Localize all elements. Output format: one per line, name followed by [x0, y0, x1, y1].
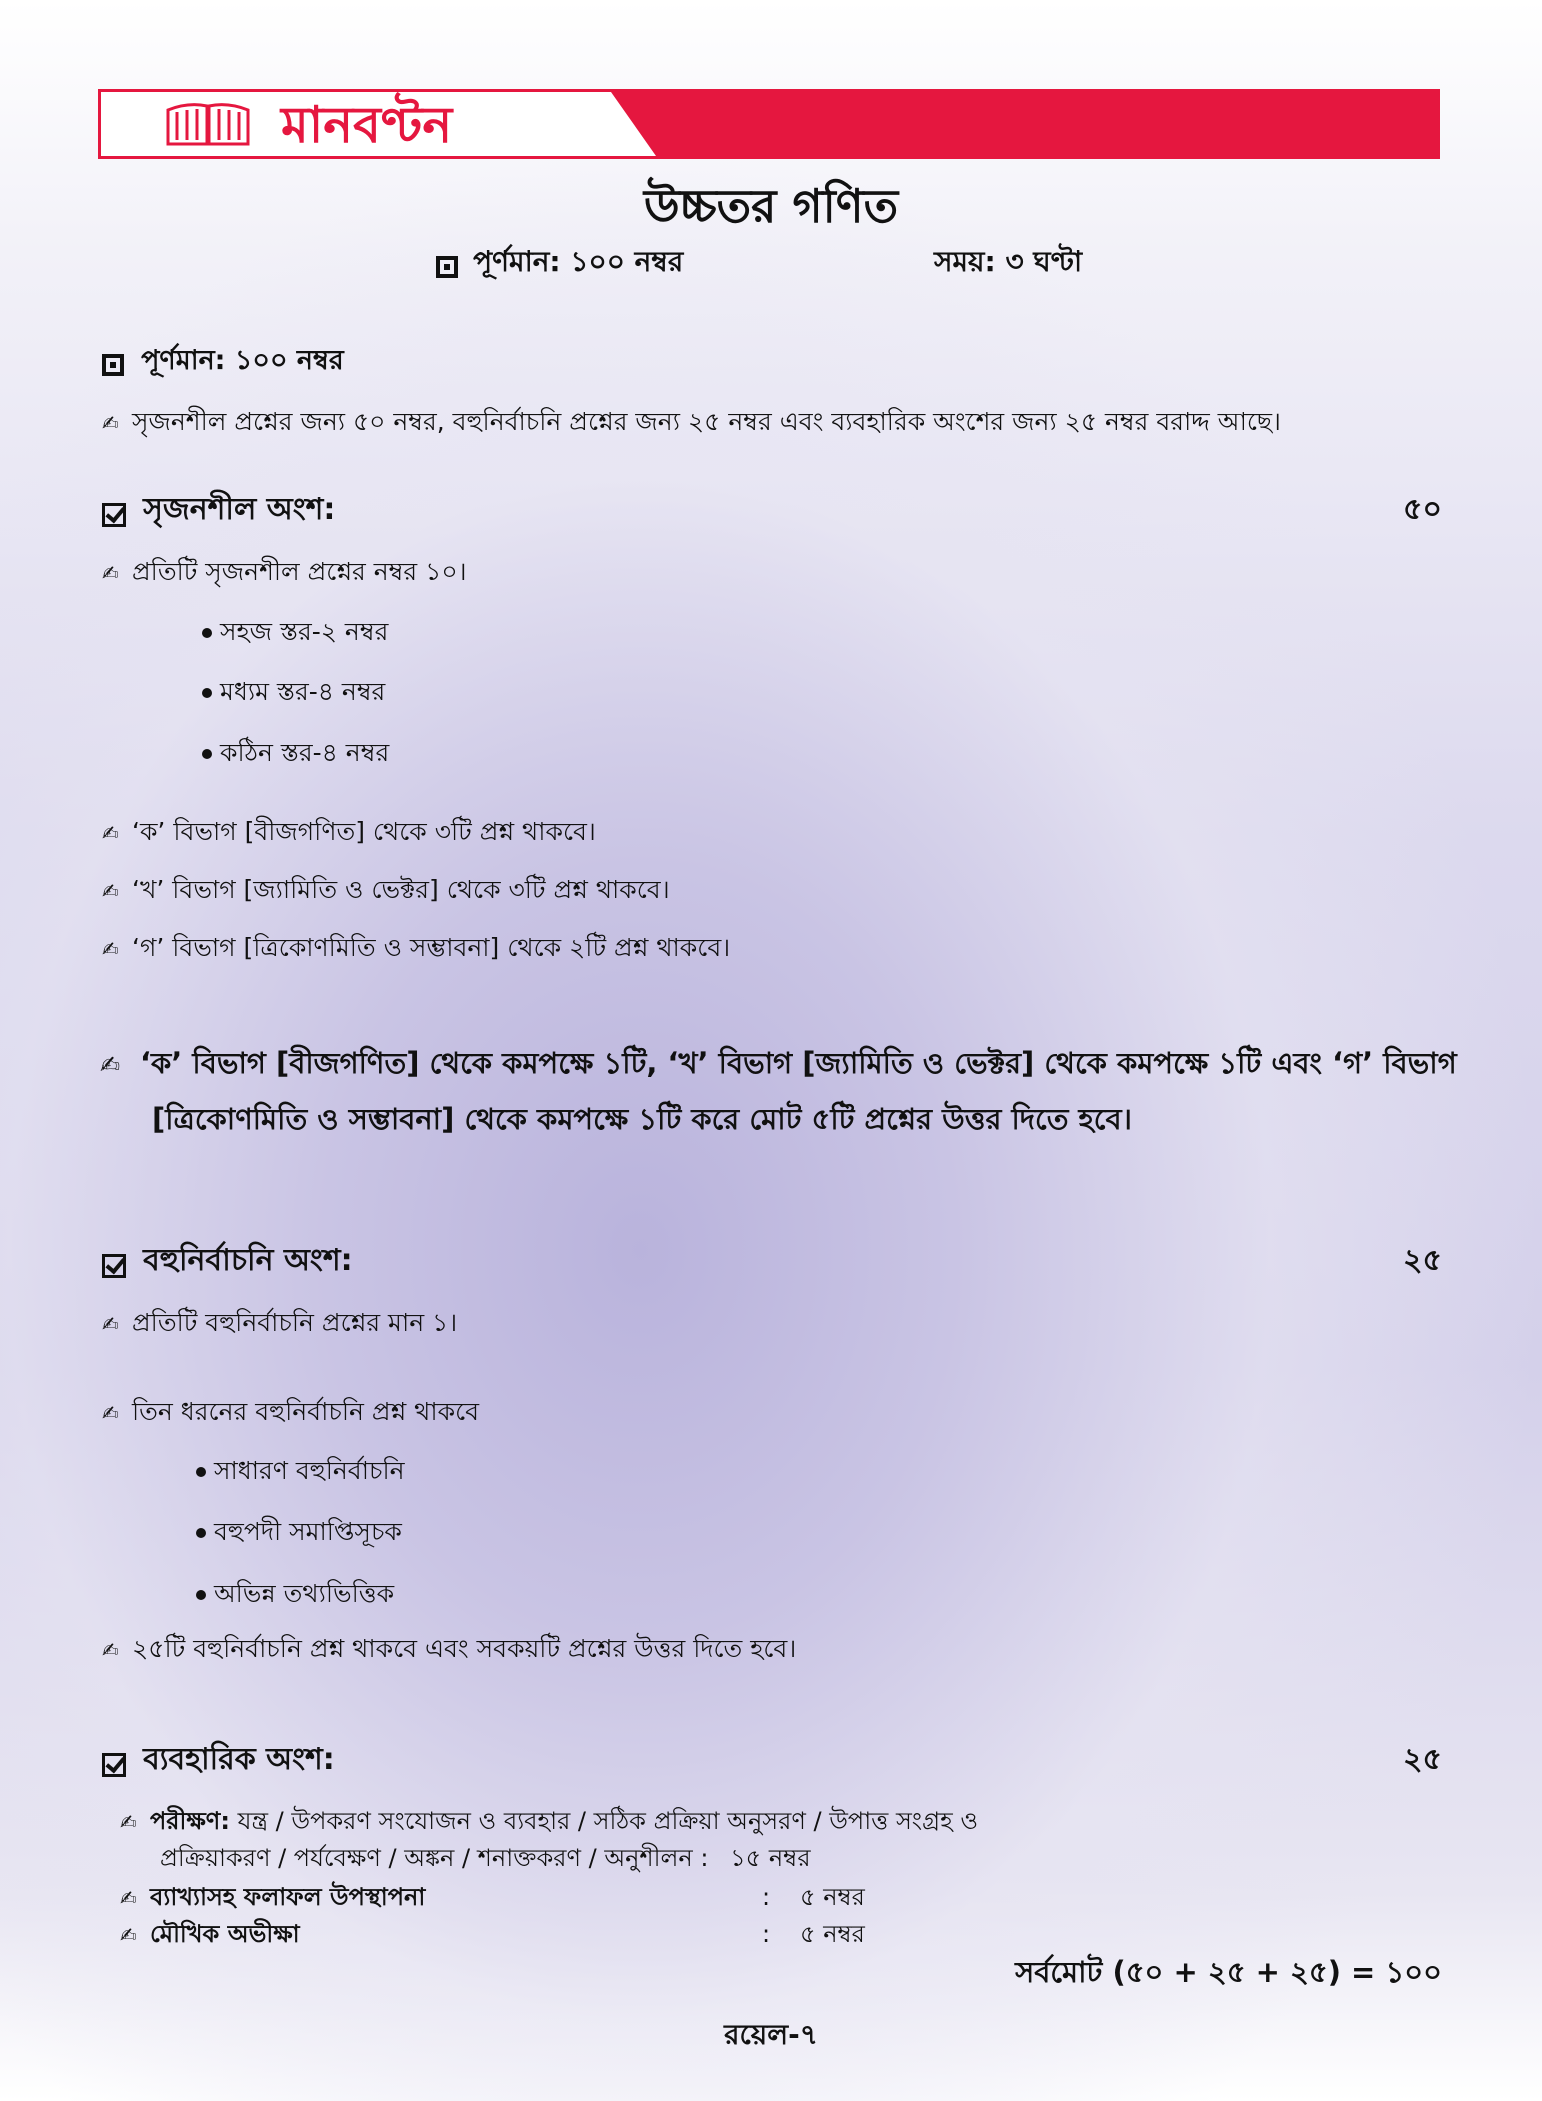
mcq-marks: ২৫	[1403, 1243, 1442, 1278]
full-marks-heading: পূর্ণমান: ১০০ নম্বর	[102, 341, 344, 381]
creative-note: ✍ প্রতিটি সৃজনশীল প্রশ্নের নম্বর ১০।	[102, 555, 467, 590]
pen-icon: ✍	[102, 1638, 119, 1662]
creative-marks: ৫০	[1403, 492, 1442, 527]
bullet-icon	[202, 749, 212, 759]
result-item: ✍ ব্যাখ্যাসহ ফলাফল উপস্থাপনা	[120, 1880, 425, 1915]
level-item: মধ্যম স্তর-৪ নম্বর	[202, 675, 385, 709]
banner-title: মানবণ্টন	[281, 96, 453, 154]
pen-icon: ✍	[100, 1051, 121, 1079]
pen-icon: ✍	[102, 411, 119, 435]
allocation-note: ✍ সৃজনশীল প্রশ্নের জন্য ৫০ নম্বর, বহুনির্বাচনি প্রশ্নের জন্য ২৫ নম্বর এবং ব্যবহারিক অংশের জন্য ২৫ নম্বর বরাদ্দ আছে।	[102, 405, 1281, 440]
square-bullet-icon	[102, 354, 124, 376]
mcq-note: ✍ প্রতিটি বহুনির্বাচনি প্রশ্নের মান ১।	[102, 1306, 457, 1341]
viva-item: ✍ মৌখিক অভীক্ষা	[120, 1917, 300, 1952]
pen-icon: ✍	[120, 1886, 137, 1910]
practical-heading: ব্যবহারিক অংশ:	[102, 1740, 335, 1780]
subject-title: উচ্চতর গণিত	[643, 179, 899, 233]
square-bullet-icon	[436, 256, 458, 278]
checkbox-icon	[102, 503, 126, 527]
result-marks: ৫ নম্বর	[800, 1883, 865, 1911]
section-item: ✍ ‘ক’ বিভাগ [বীজগণিত] থেকে ৩টি প্রশ্ন থাকবে।	[102, 815, 596, 850]
banner-red-band	[611, 92, 1437, 156]
bullet-icon	[196, 1467, 206, 1477]
viva-colon: :	[762, 1920, 771, 1948]
experiment-item-cont: প্রক্রিয়াকরণ / পর্যবেক্ষণ / অঙ্কন / শনাক্তকরণ / অনুশীলন : ১৫ নম্বর	[160, 1844, 811, 1872]
pen-icon: ✍	[102, 879, 119, 903]
mcq-heading: বহুনির্বাচনি অংশ:	[102, 1241, 353, 1281]
viva-marks: ৫ নম্বর	[800, 1920, 865, 1948]
summary-time: সময়: ৩ ঘণ্টা	[934, 245, 1083, 278]
practical-marks: ২৫	[1403, 1742, 1442, 1777]
mcq-type-item: বহুপদী সমাপ্তিসূচক	[196, 1515, 402, 1549]
grand-total: সর্বমোট (৫০ + ২৫ + ২৫) = ১০০	[1015, 1955, 1442, 1989]
bullet-icon	[202, 688, 212, 698]
summary-full-marks: পূর্ণমান: ১০০ নম্বর	[436, 242, 683, 282]
mcq-type-item: সাধারণ বহুনির্বাচনি	[196, 1454, 405, 1488]
pen-icon: ✍	[120, 1810, 137, 1834]
pen-icon: ✍	[102, 561, 119, 585]
level-item: কঠিন স্তর-৪ নম্বর	[202, 736, 389, 770]
experiment-item: ✍ পরীক্ষণ: যন্ত্র / উপকরণ সংযোজন ও ব্যবহার / সঠিক প্রক্রিয়া অনুসরণ / উপাত্ত সংগ্রহ ও	[120, 1804, 978, 1839]
section-item: ✍ ‘গ’ বিভাগ [ত্রিকোণমিতি ও সম্ভাবনা] থেকে ২টি প্রশ্ন থাকবে।	[102, 931, 730, 966]
header-banner	[98, 89, 1440, 159]
bullet-icon	[202, 628, 212, 638]
pen-icon: ✍	[102, 1312, 119, 1336]
pen-icon: ✍	[120, 1923, 137, 1947]
pen-icon: ✍	[102, 937, 119, 961]
mcq-note: ✍ ২৫টি বহুনির্বাচনি প্রশ্ন থাকবে এবং সবকয়টি প্রশ্নের উত্তর দিতে হবে।	[102, 1632, 796, 1667]
bullet-icon	[196, 1590, 206, 1600]
open-book-icon	[163, 102, 253, 148]
pen-icon: ✍	[102, 1401, 119, 1425]
mcq-note: ✍ তিন ধরনের বহুনির্বাচনি প্রশ্ন থাকবে	[102, 1395, 479, 1430]
level-item: সহজ স্তর-২ নম্বর	[202, 615, 388, 649]
creative-heading: সৃজনশীল অংশ:	[102, 490, 335, 530]
page-footer: রয়েল-৭	[724, 2018, 818, 2051]
result-colon: :	[762, 1883, 771, 1911]
creative-instruction: ✍ ‘ক’ বিভাগ [বীজগণিত] থেকে কমপক্ষে ১টি, ‘খ’ বিভাগ [জ্যামিতি ও ভেক্টর] থেকে কমপক্ষে ১টি এবং ‘গ’ বিভাগ [ত্রিকোণমিতি ও সম্ভাবনা] থেকে কমপক্ষে ১টি করে মোট ৫টি প্রশ্নের উত্তর দিতে হবে।	[100, 1036, 1445, 1146]
mcq-type-item: অভিন্ন তথ্যভিত্তিক	[196, 1577, 394, 1611]
bullet-icon	[196, 1528, 206, 1538]
pen-icon: ✍	[102, 821, 119, 845]
checkbox-icon	[102, 1254, 126, 1278]
checkbox-icon	[102, 1753, 126, 1777]
section-item: ✍ ‘খ’ বিভাগ [জ্যামিতি ও ভেক্টর] থেকে ৩টি প্রশ্ন থাকবে।	[102, 873, 670, 908]
